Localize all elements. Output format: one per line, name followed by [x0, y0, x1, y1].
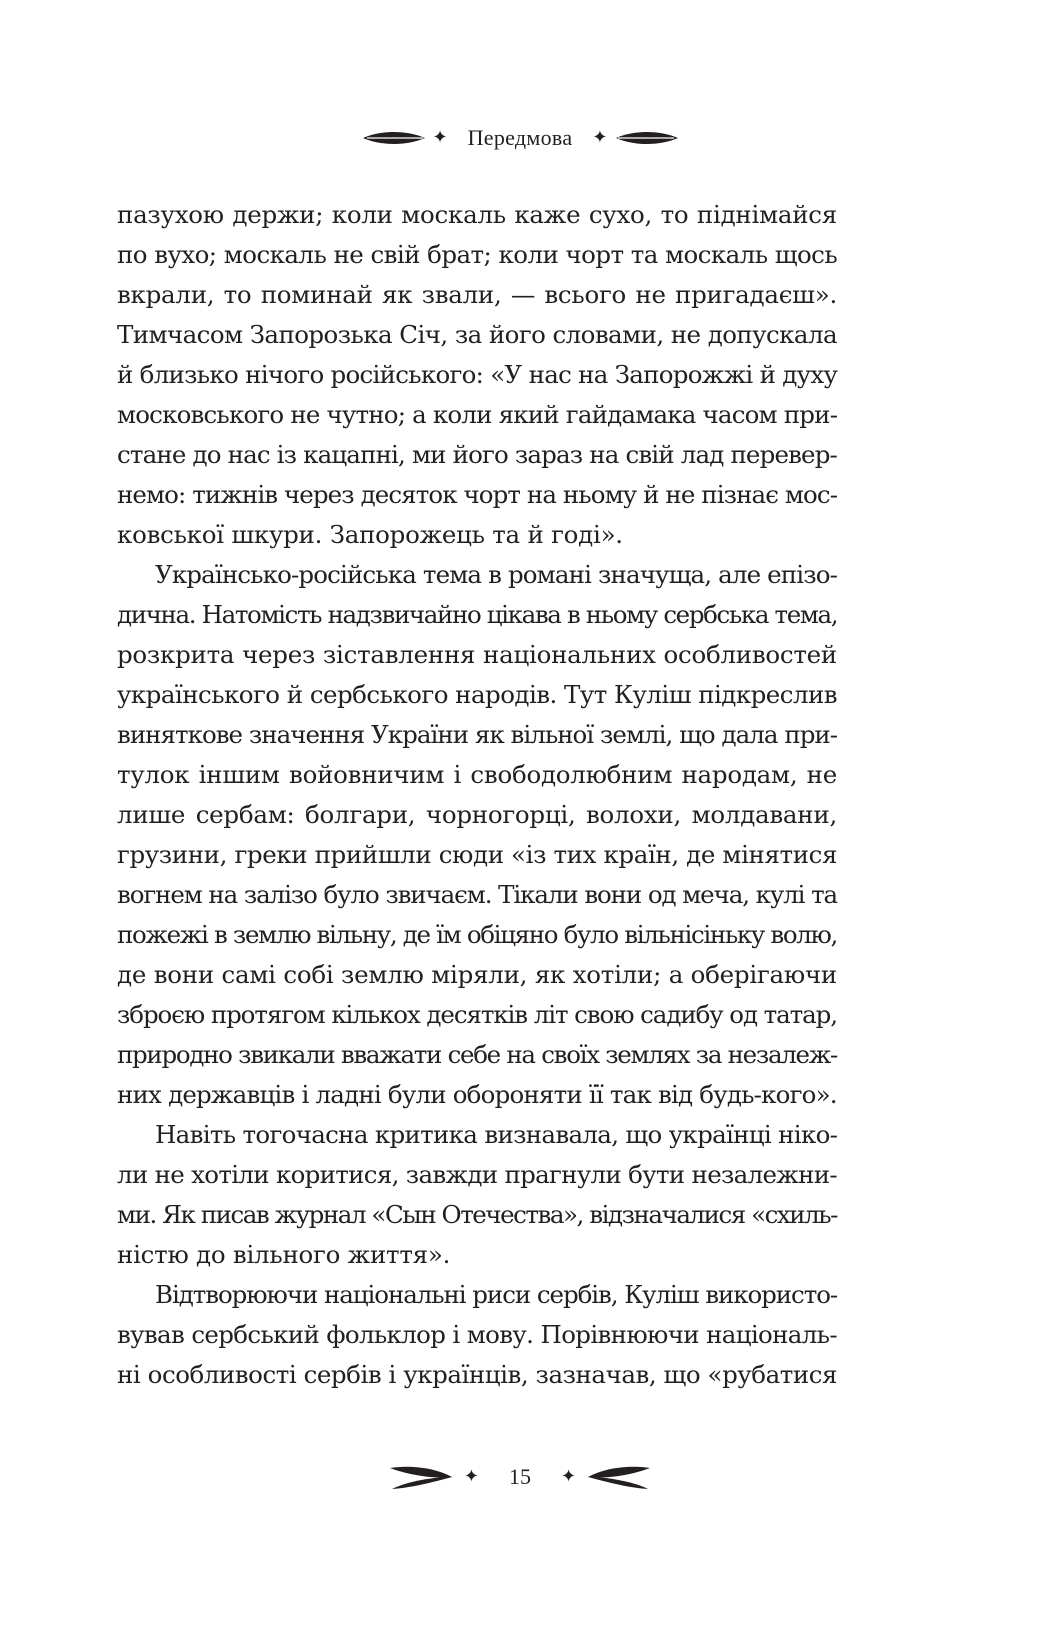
star-ornament-icon: ✦	[561, 1466, 577, 1487]
text-line: Навіть тогочасна критика визнавала, що українці ніко-	[155, 1120, 838, 1149]
text-line: них державців і ладні були обороняти її так від будь-кого».	[117, 1080, 837, 1109]
text-line: лише сербам: болгари, чорногорці, волохи, молдавани,	[117, 800, 837, 829]
leaf-ornament-icon	[361, 129, 427, 147]
text-line: пазухою держи; коли москаль каже сухо, то піднімайся	[117, 200, 837, 229]
page-number: 15	[509, 1464, 531, 1489]
text-line: ми. Як писав журнал «Сын Отечества», відзначалися «схиль-	[117, 1200, 837, 1229]
text-line: вував сербський фольклор і мову. Порівнюючи національ-	[117, 1320, 837, 1349]
text-line: вкрали, то поминай як звали, — всього не пригадаєш».	[117, 280, 837, 309]
star-ornament-icon: ✦	[592, 127, 608, 148]
star-ornament-icon: ✦	[432, 127, 448, 148]
text-line: грузини, греки прийшли сюди «із тих країн, де мінятися	[117, 840, 838, 869]
text-line: немо: тижнів через десяток чорт на ньому й не пізнає мос-	[117, 480, 838, 509]
body-text	[117, 195, 837, 1395]
text-line: ли не хотіли коритися, завжди прагнули бути незалежни-	[117, 1160, 837, 1189]
text-line: й близько нічого російського: «У нас на Запорожжі й духу	[117, 360, 838, 389]
text-line: зброєю протягом кількох десятків літ свою садибу од татар,	[117, 1000, 837, 1029]
star-ornament-icon: ✦	[463, 1466, 479, 1487]
text-line: вогнем на залізо було звичаєм. Тікали вони од меча, кулі та	[117, 880, 838, 909]
text-line: Відтворюючи національні риси сербів, Куліш використо-	[155, 1280, 838, 1309]
text-line: дична. Натомість надзвичайно цікава в ньому сербська тема,	[117, 600, 838, 629]
text-line: по вухо; москаль не свій брат; коли чорт та москаль щось	[117, 240, 838, 269]
leaf-ornament-icon	[614, 129, 680, 147]
leaves-ornament-icon	[388, 1462, 454, 1492]
text-line: тулок іншим войовничим і свободолюбним народам, не	[117, 760, 837, 789]
text-line: пожежі в землю вільну, де їм обіцяно було вільнісіньку волю,	[117, 920, 837, 949]
text-line: де вони самі собі землю міряли, як хотіли; а оберігаючи	[117, 960, 837, 989]
page-header-title: Передмова	[467, 125, 573, 150]
text-line: Тимчасом Запорозька Січ, за його словами, не допускала	[117, 320, 837, 349]
text-line: Українсько-російська тема в романі значуща, але епізо-	[155, 560, 838, 589]
running-header	[0, 118, 1040, 158]
text-line: виняткове значення України як вільної землі, що дала при-	[117, 720, 838, 749]
text-line: стане до нас із кацапні, ми його зараз на свій лад перевер-	[117, 440, 837, 469]
text-line: ністю до вільного життя».	[117, 1240, 451, 1269]
page-footer	[0, 1455, 1040, 1499]
text-line: природно звикали вважати себе на своїх землях за незалеж-	[117, 1040, 837, 1069]
text-line: українського й сербського народів. Тут Куліш підкреслив	[117, 680, 838, 709]
text-line: ні особливості сербів і українців, зазначав, що «рубатися	[117, 1360, 837, 1389]
leaves-ornament-icon	[586, 1462, 652, 1492]
text-line: ковської шкури. Запорожець та й годі».	[117, 520, 623, 549]
text-line: розкрита через зіставлення національних особливостей	[117, 640, 837, 669]
text-line: московського не чутно; а коли який гайдамака часом при-	[117, 400, 838, 429]
